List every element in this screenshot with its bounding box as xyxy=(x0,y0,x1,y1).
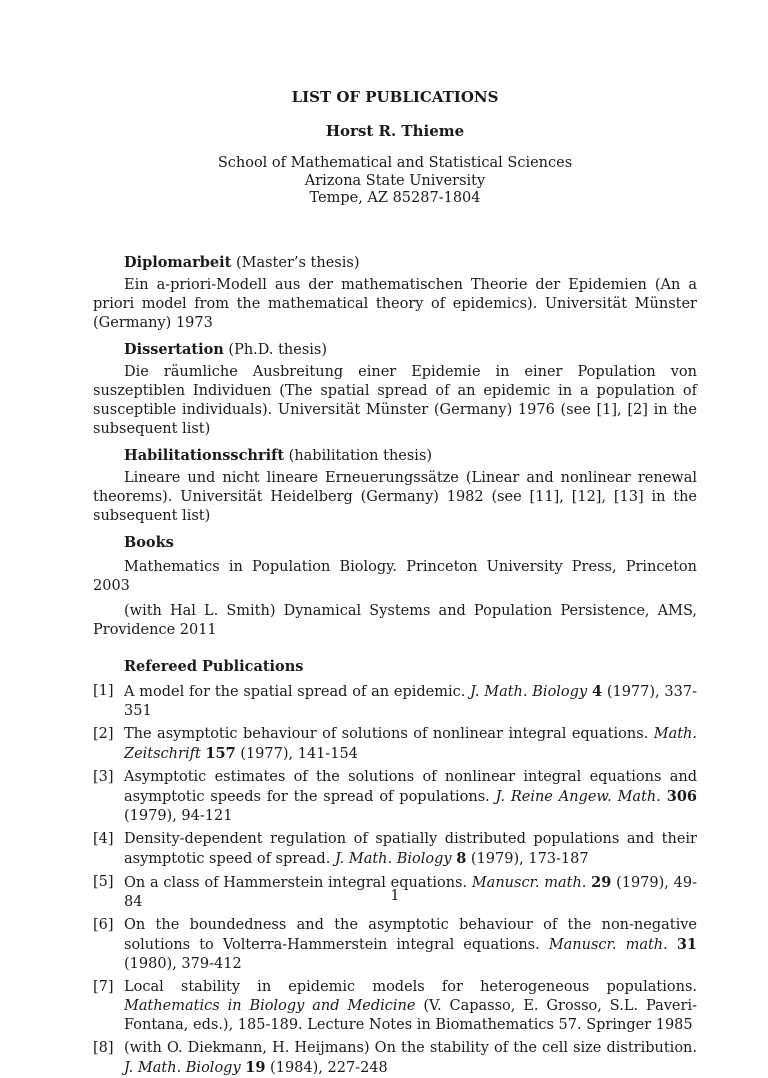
reference-volume: 4 xyxy=(591,683,603,700)
reference-text xyxy=(124,916,697,974)
reference-details: (1984), 227-248 xyxy=(265,1060,388,1076)
reference-number: [4] xyxy=(93,831,114,847)
affiliation-line: School of Mathematical and Statistical Sciences xyxy=(217,155,573,171)
reference-title: Density-dependent regulation of spatially distributed populations and their asymptotic speed of spread. xyxy=(124,831,697,867)
book-entry: Mathematics in Population Biology. Princeton University Press, Princeton 2003 xyxy=(93,559,697,594)
section-heading-dissertation: Dissertation (Ph.D. thesis) xyxy=(124,341,328,358)
reference-item xyxy=(93,1039,697,1078)
reference-journal: Manuscr. math. xyxy=(548,937,668,953)
document-body xyxy=(93,246,697,1078)
reference-item xyxy=(93,768,697,826)
reference-details: (1979), 173-187 xyxy=(466,851,589,867)
affiliation-line: Tempe, AZ 85287-1804 xyxy=(309,190,481,206)
reference-volume: 306 xyxy=(666,788,698,805)
affiliation-line: Arizona State University xyxy=(304,172,486,189)
reference-details: (V. Capasso, E. Grosso, S.L. Paveri-Fontana, eds.), 185-189. Lecture Notes in Biomathematics 57. Springer 1985 xyxy=(124,998,697,1033)
reference-text xyxy=(124,978,697,1035)
section-heading-books: Books xyxy=(124,534,174,551)
section-text-diplomarbeit: Ein a-priori-Modell aus der mathematischen Theorie der Epidemien (An a priori model from the mathematical theory of epidemics). Universität Münster (Germany) 1973 xyxy=(93,277,697,331)
reference-item xyxy=(93,916,697,974)
reference-title: A model for the spatial spread of an epidemic. xyxy=(124,684,471,700)
reference-list xyxy=(93,682,697,1078)
reference-number: [2] xyxy=(93,726,114,742)
reference-text xyxy=(124,768,697,826)
reference-volume: 8 xyxy=(456,850,467,867)
reference-volume: 19 xyxy=(245,1059,266,1076)
section-heading-habilitation: Habilitationsschrift (habilitation thesis) xyxy=(124,447,433,464)
reference-details: (1977), 141-154 xyxy=(235,746,358,762)
reference-text xyxy=(124,682,697,721)
section-heading-diplomarbeit: Diplomarbeit (Master’s thesis) xyxy=(124,254,360,271)
reference-title: On the boundedness and the asymptotic behaviour of the non-negative solutions to Volterra-Hammerstein integral equations. xyxy=(124,917,697,953)
section-heading-refereed: Refereed Publications xyxy=(124,658,304,675)
reference-journal: Mathematics in Biology and Medicine xyxy=(124,998,416,1014)
reference-journal: J. Reine Angew. Math. xyxy=(495,789,661,805)
reference-number: [6] xyxy=(93,917,114,933)
reference-title: Local stability in epidemic models for heterogeneous populations. xyxy=(124,979,697,995)
reference-volume: 29 xyxy=(591,874,612,891)
reference-details: (1980), 379-412 xyxy=(124,956,242,972)
reference-title: The asymptotic behaviour of solutions of nonlinear integral equations. xyxy=(124,726,654,742)
section-text-dissertation: Die räumliche Ausbreitung einer Epidemie in einer Population von suszeptiblen Individuen (The spatial spread of an epidemic in a population of susceptible individuals). Universität Münster (Germany) 1976 (see [1], [2] in the subsequent list) xyxy=(93,364,697,437)
reference-number: [1] xyxy=(93,683,114,699)
reference-journal: J. Math. Biology xyxy=(124,1060,241,1076)
affiliation xyxy=(93,155,697,208)
reference-title: Asymptotic estimates of the solutions of nonlinear integral equations and asymptotic speeds for the spread of populations. xyxy=(124,769,697,805)
reference-item xyxy=(93,978,697,1035)
book-entry: (with Hal L. Smith) Dynamical Systems and Population Persistence, AMS, Providence 2011 xyxy=(93,603,697,638)
reference-journal: Math. Zeitschrift xyxy=(124,726,697,762)
reference-item xyxy=(93,830,697,869)
reference-number: [5] xyxy=(93,874,114,890)
page-number: 1 xyxy=(390,888,400,904)
reference-journal: J. Math. Biology xyxy=(470,684,588,700)
reference-journal: J. Math. Biology xyxy=(334,851,452,867)
reference-details: (1979), 94-121 xyxy=(124,808,233,824)
reference-item xyxy=(93,682,697,721)
reference-title: On a class of Hammerstein integral equations. xyxy=(124,875,472,891)
reference-volume: 157 xyxy=(205,745,236,762)
reference-number: [8] xyxy=(93,1040,114,1056)
reference-number: [3] xyxy=(93,769,114,785)
reference-text xyxy=(124,1039,697,1078)
reference-details: (1977), 337-351 xyxy=(124,684,698,719)
reference-text xyxy=(124,830,697,869)
reference-number: [7] xyxy=(93,979,114,995)
reference-text xyxy=(124,725,697,764)
reference-journal: Manuscr. math. xyxy=(471,875,587,891)
section-text-habilitation: Lineare und nicht lineare Erneuerungssätze (Linear and nonlinear renewal theorems). Universität Heidelberg (Germany) 1982 (see [11], [12], [13] in the subsequent list) xyxy=(93,470,697,524)
author-name: Horst R. Thieme xyxy=(325,122,465,140)
document-title: LIST OF PUBLICATIONS xyxy=(291,88,499,106)
reference-details: (1979), 49-84 xyxy=(124,875,697,910)
reference-item xyxy=(93,725,697,764)
reference-volume: 31 xyxy=(676,936,697,953)
reference-title: (with O. Diekmann, H. Heijmans) On the stability of the cell size distribution. xyxy=(124,1040,697,1056)
